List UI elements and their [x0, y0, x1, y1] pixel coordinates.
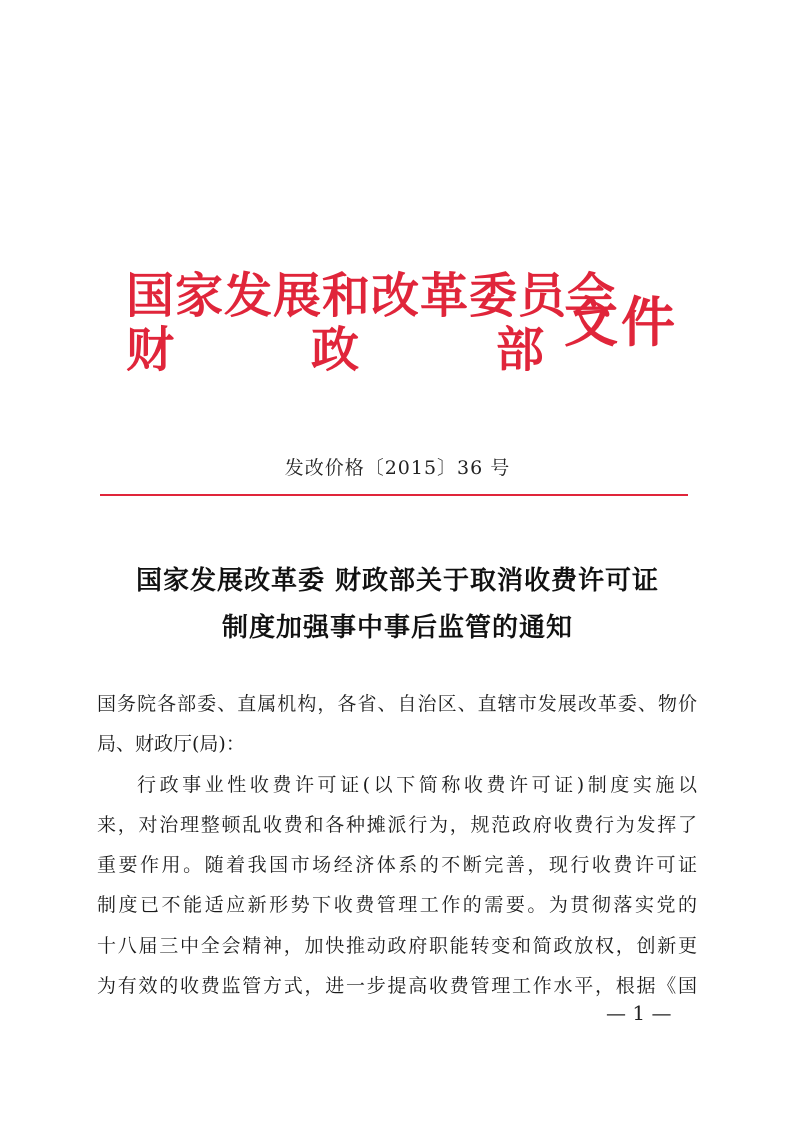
- document-title: [0, 558, 795, 652]
- body-line: 十八届三中全会精神，加快推动政府职能转变和简政放权，创新更: [97, 934, 697, 957]
- title-line-1: 国家发展改革委 财政部关于取消收费许可证: [135, 566, 660, 596]
- issuer-char-1: 财: [126, 322, 175, 378]
- body-line: 为有效的收费监管方式，进一步提高收费管理工作水平，根据《国: [97, 975, 697, 998]
- body-line: 重要作用。随着我国市场经济体系的不断完善，现行收费许可证: [97, 854, 697, 877]
- issuer-char-3: 部: [495, 322, 544, 378]
- document-body: [97, 684, 697, 1006]
- body-line: 行政事业性收费许可证(以下简称收费许可证)制度实施以: [137, 773, 697, 796]
- red-header: [0, 0, 795, 420]
- red-divider: [100, 494, 688, 496]
- body-line: 局、财政厅(局)：: [97, 733, 245, 756]
- issuer-char-2: 政: [310, 322, 359, 378]
- document-number: 发改价格〔2015〕36 号: [284, 457, 511, 479]
- document-label: 文件: [564, 290, 678, 354]
- issuer-name-mof: [126, 322, 556, 378]
- title-line-2: 制度加强事中事后监管的通知: [221, 613, 573, 643]
- page-number: — 1 —: [606, 1001, 672, 1025]
- issuer-name-ndrc: 国家发展和改革委员会: [126, 268, 617, 324]
- body-line: 国务院各部委、直属机构，各省、自治区、直辖市发展改革委、物价: [97, 693, 697, 715]
- body-line: 来，对治理整顿乱收费和各种摊派行为，规范政府收费行为发挥了: [97, 813, 697, 836]
- body-line: 制度已不能适应新形势下收费管理工作的需要。为贯彻落实党的: [97, 894, 697, 917]
